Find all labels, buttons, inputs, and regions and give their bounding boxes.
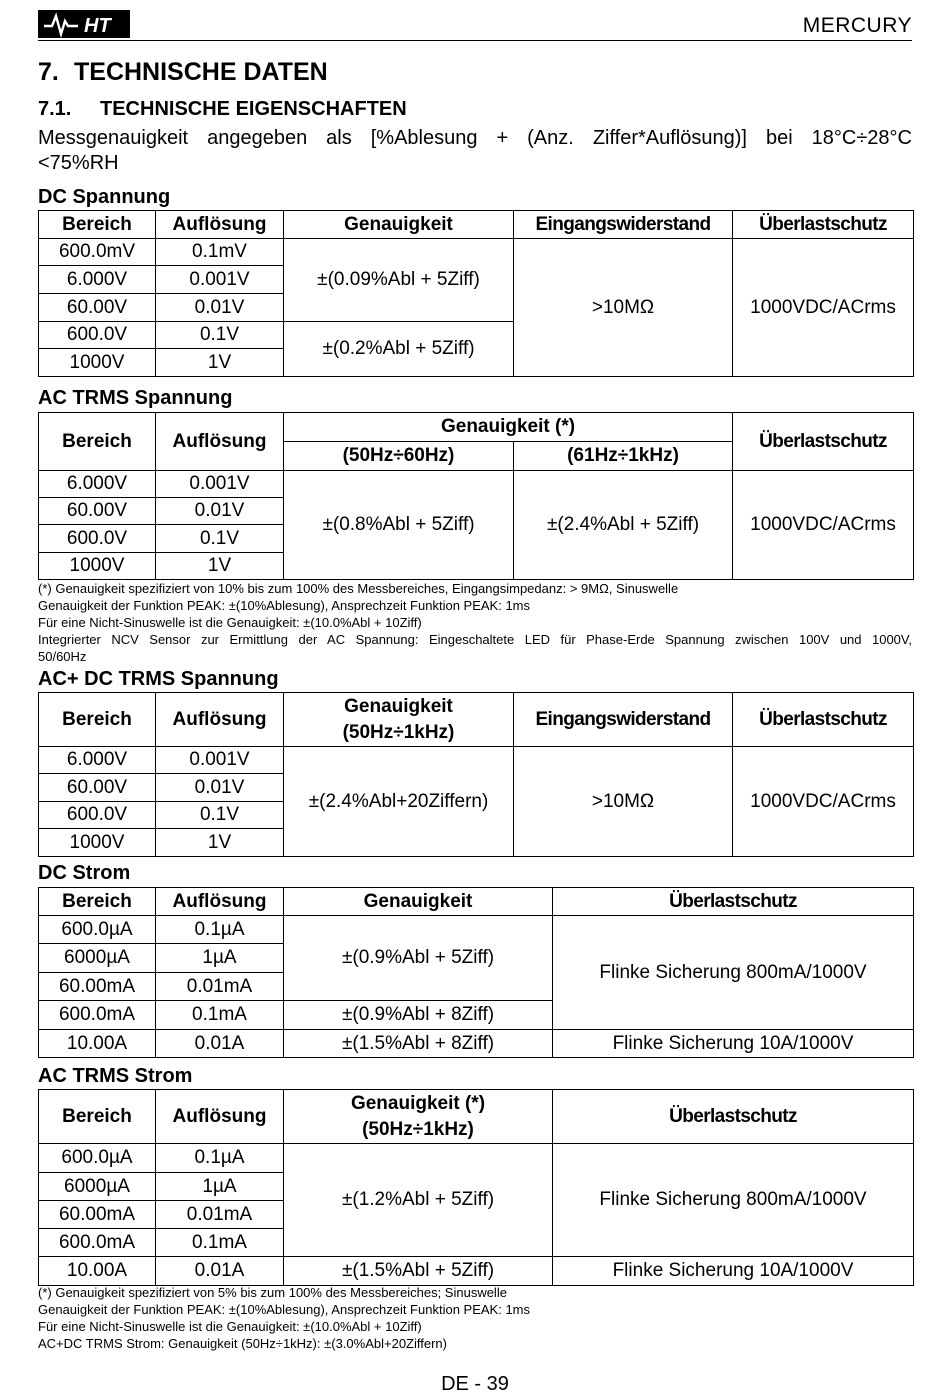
ac-current-table: [38, 1089, 914, 1286]
header-protection: Überlastschutz: [553, 888, 914, 916]
header-accuracy: [284, 693, 514, 747]
header-accuracy: Genauigkeit: [284, 211, 514, 239]
cell-resolution: 1V: [156, 553, 284, 580]
cell-resolution: 0.01V: [156, 498, 284, 525]
cell-resolution: 0.1V: [156, 525, 284, 553]
cell-resolution: 0.1mA: [156, 1001, 284, 1030]
subsection-title-text: TECHNISCHE EIGENSCHAFTEN: [100, 98, 407, 120]
header-resolution: Auflösung: [156, 693, 284, 747]
header-accuracy-line1: Genauigkeit (*): [350, 1092, 486, 1114]
cell-range: 600.0V: [39, 525, 156, 553]
page-number: DE - 39: [441, 1373, 509, 1395]
cell-range: 600.0mV: [39, 239, 156, 266]
dc-voltage-table: [38, 210, 914, 377]
cell-resolution: 0.1V: [156, 802, 284, 829]
cell-resolution: 0.01mA: [156, 973, 284, 1001]
note-line: AC+DC TRMS Strom: Genauigkeit (50Hz÷1kHz): ±(3.0%Abl+20Ziffern): [38, 1336, 447, 1351]
header-input-resistance: Eingangswiderstand: [514, 211, 733, 239]
cell-resolution: 1µA: [156, 1173, 284, 1201]
subsection-title: [38, 98, 407, 121]
header-accuracy-line2: (50Hz÷1kHz): [342, 721, 455, 743]
header-protection: Überlastschutz: [733, 693, 914, 747]
cell-range: 60.00mA: [39, 973, 156, 1001]
cell-accuracy-50-60hz: ±(0.8%Abl + 5Ziff): [284, 471, 514, 580]
cell-range: 10.00A: [39, 1257, 156, 1286]
header-range: Bereich: [39, 693, 156, 747]
header-accuracy: [284, 1090, 553, 1144]
cell-input-resistance: >10MΩ: [514, 239, 733, 377]
note-line: (*) Genauigkeit spezifiziert von 5% bis zum 100% des Messbereiches; Sinuswelle: [38, 1285, 507, 1300]
cell-accuracy: ±(1.2%Abl + 5Ziff): [284, 1144, 553, 1257]
ac-voltage-notes: [38, 580, 912, 665]
cell-resolution: 0.001V: [156, 747, 284, 774]
cell-range: 6000µA: [39, 1173, 156, 1201]
header-range: Bereich: [39, 888, 156, 916]
dc-current-table: [38, 887, 914, 1058]
cell-resolution: 0.1V: [156, 322, 284, 349]
dc-current-title: DC Strom: [38, 862, 131, 884]
cell-protection: Flinke Sicherung 800mA/1000V: [553, 1144, 914, 1257]
cell-resolution: 0.1mV: [156, 239, 284, 266]
header-range: Bereich: [39, 413, 156, 471]
cell-resolution: 0.01mA: [156, 1201, 284, 1229]
note-line: 50/60Hz: [38, 649, 87, 664]
cell-protection: 1000VDC/ACrms: [733, 747, 914, 857]
cell-protection: Flinke Sicherung 800mA/1000V: [553, 916, 914, 1030]
cell-range: 60.00V: [39, 498, 156, 525]
subsection-number: 7.1.: [38, 98, 72, 120]
cell-range: 60.00mA: [39, 1201, 156, 1229]
header-accuracy-line1: Genauigkeit: [344, 695, 453, 717]
note-line: Für eine Nicht-Sinuswelle ist die Genauigkeit: ±(10.0%Abl + 10Ziff): [38, 1319, 422, 1334]
header-resolution: Auflösung: [156, 1090, 284, 1144]
cell-accuracy: ±(2.4%Abl+20Ziffern): [284, 747, 514, 857]
cell-accuracy: ±(1.5%Abl + 8Ziff): [284, 1030, 553, 1058]
header-accuracy-50-60hz: (50Hz÷60Hz): [284, 442, 514, 471]
cell-range: 600.0µA: [39, 916, 156, 944]
header-protection: Überlastschutz: [553, 1090, 914, 1144]
cell-accuracy: ±(1.5%Abl + 5Ziff): [284, 1257, 553, 1286]
cell-resolution: 0.01V: [156, 774, 284, 802]
cell-protection: 1000VDC/ACrms: [733, 471, 914, 580]
cell-range: 6.000V: [39, 747, 156, 774]
cell-accuracy-61hz-1khz: ±(2.4%Abl + 5Ziff): [514, 471, 733, 580]
intro-line-1: Messgenauigkeit angegeben als [%Ablesung + (Anz. Ziffer*Auflösung)] bei 18°C÷28°C: [38, 127, 912, 149]
cell-accuracy: ±(0.9%Abl + 8Ziff): [284, 1001, 553, 1030]
header-resolution: Auflösung: [156, 211, 284, 239]
header-resolution: Auflösung: [156, 413, 284, 471]
cell-resolution: 1V: [156, 349, 284, 377]
logo-text: HT: [84, 15, 111, 37]
cell-resolution: 1µA: [156, 944, 284, 973]
cell-input-resistance: >10MΩ: [514, 747, 733, 857]
note-line: Genauigkeit der Funktion PEAK: ±(10%Ablesung), Ansprechzeit Funktion PEAK: 1ms: [38, 1302, 531, 1317]
acdc-voltage-title: AC+ DC TRMS Spannung: [38, 668, 279, 690]
cell-resolution: 0.01A: [156, 1257, 284, 1286]
cell-accuracy: ±(0.9%Abl + 5Ziff): [284, 916, 553, 1001]
cell-resolution: 0.1µA: [156, 916, 284, 944]
ac-voltage-table: [38, 412, 914, 580]
cell-range: 1000V: [39, 829, 156, 857]
header-accuracy: Genauigkeit: [284, 888, 553, 916]
section-title-text: TECHNISCHE DATEN: [74, 58, 328, 86]
cell-range: 1000V: [39, 553, 156, 580]
section-title: [38, 58, 328, 87]
header-protection: Überlastschutz: [733, 413, 914, 471]
cell-accuracy: ±(0.09%Abl + 5Ziff): [284, 239, 514, 322]
note-line: (*) Genauigkeit spezifiziert von 10% bis zum 100% des Messbereiches, Eingangsimpedanz: > 9MΩ, Sinuswelle: [38, 581, 679, 596]
header-accuracy-line2: (50Hz÷1kHz): [362, 1118, 474, 1140]
header-accuracy: Genauigkeit (*): [284, 413, 733, 442]
ac-current-title: AC TRMS Strom: [38, 1065, 193, 1087]
ac-voltage-title: AC TRMS Spannung: [38, 387, 233, 409]
cell-range: 600.0mA: [39, 1229, 156, 1257]
header-protection: Überlastschutz: [733, 211, 914, 239]
cell-protection: 1000VDC/ACrms: [733, 239, 914, 377]
cell-range: 1000V: [39, 349, 156, 377]
cell-range: 6000µA: [39, 944, 156, 973]
header-resolution: Auflösung: [156, 888, 284, 916]
note-line: Für eine Nicht-Sinuswelle ist die Genauigkeit: ±(10.0%Abl + 10Ziff): [38, 615, 422, 630]
cell-accuracy: ±(0.2%Abl + 5Ziff): [284, 322, 514, 377]
cell-resolution: 0.01V: [156, 294, 284, 322]
cell-resolution: 0.1µA: [156, 1144, 284, 1173]
cell-range: 10.00A: [39, 1030, 156, 1058]
cell-protection: Flinke Sicherung 10A/1000V: [553, 1257, 914, 1286]
cell-range: 600.0V: [39, 322, 156, 349]
dc-voltage-title: DC Spannung: [38, 186, 171, 208]
acdc-voltage-table: [38, 692, 914, 857]
cell-resolution: 0.001V: [156, 266, 284, 294]
cell-range: 60.00V: [39, 294, 156, 322]
header-range: Bereich: [39, 1090, 156, 1144]
cell-range: 60.00V: [39, 774, 156, 802]
cell-range: 6.000V: [39, 471, 156, 498]
section-number: 7.: [38, 58, 59, 86]
cell-resolution: 0.01A: [156, 1030, 284, 1058]
cell-protection: Flinke Sicherung 10A/1000V: [553, 1030, 914, 1058]
intro-line-2: <75%RH: [38, 152, 119, 174]
ac-current-notes: [38, 1284, 912, 1352]
header-rule: [38, 40, 912, 41]
note-line: Integrierter NCV Sensor zur Ermittlung der AC Spannung: Eingeschaltete LED für Phase-Erde Spannung zwischen 100V und 1000V,: [38, 632, 912, 647]
cell-resolution: 1V: [156, 829, 284, 857]
cell-range: 600.0µA: [39, 1144, 156, 1173]
header-input-resistance: Eingangswiderstand: [514, 693, 733, 747]
brand-name: MERCURY: [802, 14, 912, 37]
cell-range: 6.000V: [39, 266, 156, 294]
ht-logo: [38, 10, 130, 38]
cell-range: 600.0V: [39, 802, 156, 829]
header-range: Bereich: [39, 211, 156, 239]
cell-resolution: 0.001V: [156, 471, 284, 498]
cell-resolution: 0.1mA: [156, 1229, 284, 1257]
header-accuracy-61hz-1khz: (61Hz÷1kHz): [514, 442, 733, 471]
cell-range: 600.0mA: [39, 1001, 156, 1030]
note-line: Genauigkeit der Funktion PEAK: ±(10%Ablesung), Ansprechzeit Funktion PEAK: 1ms: [38, 598, 531, 613]
